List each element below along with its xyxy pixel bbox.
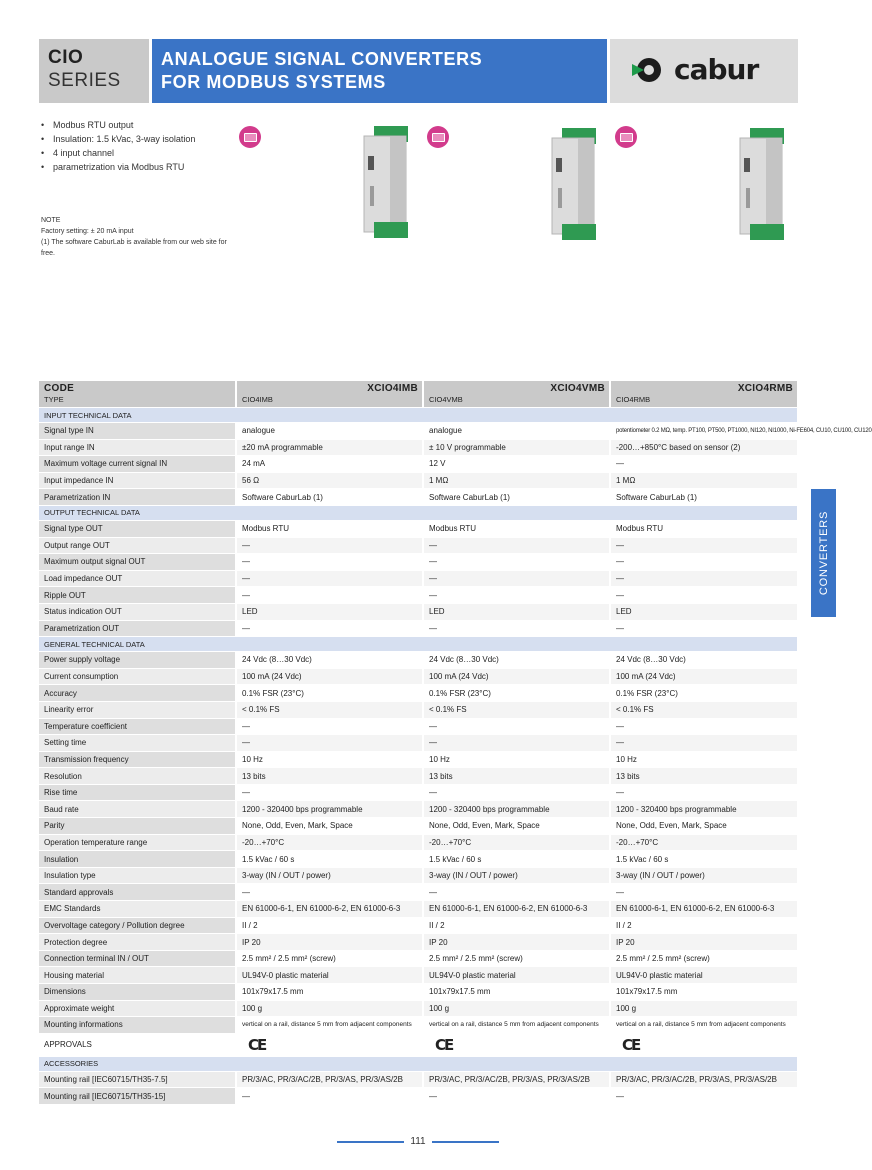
table-cell: PR/3/AC, PR/3/AC/2B, PR/3/AS, PR/3/AS/2B bbox=[423, 1071, 610, 1088]
row-label: Output range OUT bbox=[39, 537, 236, 554]
table-cell: 1 MΩ bbox=[423, 472, 610, 489]
table-cell: 100 mA (24 Vdc) bbox=[610, 668, 798, 685]
table-row bbox=[39, 472, 798, 489]
row-label: Maximum output signal OUT bbox=[39, 554, 236, 571]
table-row bbox=[39, 1088, 798, 1105]
table-cell: vertical on a rail, distance 5 mm from adjacent components bbox=[236, 1017, 423, 1034]
table-cell: vertical on a rail, distance 5 mm from adjacent components bbox=[610, 1017, 798, 1034]
row-label: APPROVALS bbox=[39, 1033, 236, 1056]
table-row bbox=[39, 884, 798, 901]
table-cell: < 0.1% FS bbox=[610, 701, 798, 718]
section-title: OUTPUT TECHNICAL DATA bbox=[39, 505, 798, 520]
table-row bbox=[39, 537, 798, 554]
table-cell: 100 g bbox=[423, 1000, 610, 1017]
table-cell: 10 Hz bbox=[236, 751, 423, 768]
section-title: GENERAL TECHNICAL DATA bbox=[39, 637, 798, 652]
table-cell: EN 61000-6-1, EN 61000-6-2, EN 61000-6-3 bbox=[236, 901, 423, 918]
table-cell: ± 10 V programmable bbox=[423, 439, 610, 456]
table-row bbox=[39, 718, 798, 735]
page-divider bbox=[337, 1141, 404, 1143]
section-row bbox=[39, 408, 798, 423]
code-label: CODE bbox=[44, 383, 75, 394]
product-type: CIO4RMB bbox=[616, 395, 651, 404]
header-cell bbox=[423, 381, 610, 408]
product-code: XCIO4IMB bbox=[367, 383, 418, 394]
product-image-cio4imb bbox=[360, 122, 420, 242]
ce-mark-icon: CE bbox=[622, 1035, 640, 1054]
table-row bbox=[39, 967, 798, 984]
table-cell: 2.5 mm² / 2.5 mm² (screw) bbox=[236, 950, 423, 967]
table-cell: Software CaburLab (1) bbox=[610, 489, 798, 506]
table-cell: Modbus RTU bbox=[423, 520, 610, 537]
row-label: Mounting rail [IEC60715/TH35-7.5] bbox=[39, 1071, 236, 1088]
approval-cell bbox=[610, 1033, 798, 1056]
table-row bbox=[39, 1000, 798, 1017]
product-badge-icon bbox=[615, 126, 637, 148]
feature-item: • Modbus RTU output bbox=[41, 118, 195, 132]
row-label: Input impedance IN bbox=[39, 472, 236, 489]
row-label: Resolution bbox=[39, 768, 236, 785]
table-cell: II / 2 bbox=[236, 917, 423, 934]
row-label: Standard approvals bbox=[39, 884, 236, 901]
row-label: Dimensions bbox=[39, 984, 236, 1001]
table-cell: 0.1% FSR (23°C) bbox=[423, 685, 610, 702]
table-cell: 3-way (IN / OUT / power) bbox=[236, 867, 423, 884]
title-box bbox=[152, 39, 607, 103]
table-cell: 100 mA (24 Vdc) bbox=[423, 668, 610, 685]
row-label: Power supply voltage bbox=[39, 652, 236, 669]
table-cell: None, Odd, Even, Mark, Space bbox=[610, 818, 798, 835]
section-side-tab[interactable] bbox=[811, 489, 836, 617]
header-cell bbox=[236, 381, 423, 408]
row-label: Baud rate bbox=[39, 801, 236, 818]
table-cell: None, Odd, Even, Mark, Space bbox=[236, 818, 423, 835]
row-label: Load impedance OUT bbox=[39, 570, 236, 587]
row-label: Setting time bbox=[39, 735, 236, 752]
table-cell: UL94V-0 plastic material bbox=[236, 967, 423, 984]
series-box bbox=[39, 39, 149, 103]
feature-item: • 4 input channel bbox=[41, 146, 195, 160]
table-cell: — bbox=[610, 735, 798, 752]
product-image-cio4vmb bbox=[548, 124, 608, 244]
page-title-line1: ANALOGUE SIGNAL CONVERTERS bbox=[161, 49, 483, 69]
table-cell: — bbox=[236, 620, 423, 637]
feature-item: • parametrization via Modbus RTU bbox=[41, 160, 195, 174]
table-cell: 13 bits bbox=[423, 768, 610, 785]
table-cell: 1.5 kVac / 60 s bbox=[423, 851, 610, 868]
table-cell: -20…+70°C bbox=[236, 834, 423, 851]
table-cell: 24 Vdc (8…30 Vdc) bbox=[236, 652, 423, 669]
row-label: Connection terminal IN / OUT bbox=[39, 950, 236, 967]
row-label: Mounting rail [IEC60715/TH35-15] bbox=[39, 1088, 236, 1105]
table-cell: — bbox=[423, 735, 610, 752]
table-cell: Software CaburLab (1) bbox=[236, 489, 423, 506]
table-cell: 24 Vdc (8…30 Vdc) bbox=[423, 652, 610, 669]
table-cell: IP 20 bbox=[423, 934, 610, 951]
table-cell: EN 61000-6-1, EN 61000-6-2, EN 61000-6-3 bbox=[423, 901, 610, 918]
table-cell: — bbox=[236, 884, 423, 901]
section-title: ACCESSORIES bbox=[39, 1056, 798, 1071]
table-row bbox=[39, 917, 798, 934]
table-cell: 1200 - 320400 bps programmable bbox=[610, 801, 798, 818]
table-cell: 100 g bbox=[236, 1000, 423, 1017]
table-row bbox=[39, 554, 798, 571]
note-line: (1) The software CaburLab is available from our web site for free. bbox=[41, 239, 227, 257]
product-badge-icon bbox=[427, 126, 449, 148]
table-header-row bbox=[39, 381, 798, 408]
table-row bbox=[39, 768, 798, 785]
table-cell: -20…+70°C bbox=[610, 834, 798, 851]
table-cell: 12 V bbox=[423, 456, 610, 473]
row-label: Protection degree bbox=[39, 934, 236, 951]
table-row bbox=[39, 520, 798, 537]
table-cell: — bbox=[236, 554, 423, 571]
table-cell: vertical on a rail, distance 5 mm from adjacent components bbox=[423, 1017, 610, 1034]
row-label: Accuracy bbox=[39, 685, 236, 702]
page-title-line2: FOR MODBUS SYSTEMS bbox=[161, 72, 386, 92]
table-cell: < 0.1% FS bbox=[236, 701, 423, 718]
table-row bbox=[39, 735, 798, 752]
table-row bbox=[39, 1017, 798, 1034]
ce-mark-icon: CE bbox=[435, 1035, 453, 1054]
table-cell: 100 mA (24 Vdc) bbox=[236, 668, 423, 685]
product-badge-icon bbox=[239, 126, 261, 148]
table-row bbox=[39, 570, 798, 587]
table-cell: 24 mA bbox=[236, 456, 423, 473]
page-number: 111 bbox=[410, 1136, 426, 1147]
table-cell: — bbox=[236, 570, 423, 587]
row-label: Input range IN bbox=[39, 439, 236, 456]
table-cell: IP 20 bbox=[236, 934, 423, 951]
table-cell: -20…+70°C bbox=[423, 834, 610, 851]
row-label: Ripple OUT bbox=[39, 587, 236, 604]
feature-item: • Insulation: 1.5 kVac, 3-way isolation bbox=[41, 132, 195, 146]
row-label: Rise time bbox=[39, 784, 236, 801]
row-label: Transmission frequency bbox=[39, 751, 236, 768]
table-cell: — bbox=[423, 554, 610, 571]
table-row bbox=[39, 801, 798, 818]
note-heading: NOTE bbox=[41, 217, 61, 224]
row-label: Insulation bbox=[39, 851, 236, 868]
table-row bbox=[39, 834, 798, 851]
table-cell: 10 Hz bbox=[423, 751, 610, 768]
table-cell: Modbus RTU bbox=[610, 520, 798, 537]
table-cell: — bbox=[423, 537, 610, 554]
product-type: CIO4IMB bbox=[242, 395, 273, 404]
table-cell: — bbox=[236, 1088, 423, 1105]
table-cell: — bbox=[610, 620, 798, 637]
table-cell: — bbox=[610, 554, 798, 571]
table-cell: LED bbox=[236, 603, 423, 620]
note-block bbox=[41, 215, 231, 259]
section-row bbox=[39, 1056, 798, 1071]
table-cell: 3-way (IN / OUT / power) bbox=[610, 867, 798, 884]
table-cell: — bbox=[610, 784, 798, 801]
table-row bbox=[39, 652, 798, 669]
table-cell: — bbox=[423, 884, 610, 901]
table-cell: — bbox=[610, 587, 798, 604]
header-cell bbox=[610, 381, 798, 408]
table-cell: IP 20 bbox=[610, 934, 798, 951]
table-cell: — bbox=[423, 570, 610, 587]
table-cell: 101x79x17.5 mm bbox=[236, 984, 423, 1001]
table-cell: UL94V-0 plastic material bbox=[423, 967, 610, 984]
table-cell: 101x79x17.5 mm bbox=[610, 984, 798, 1001]
table-row bbox=[39, 489, 798, 506]
product-code: XCIO4VMB bbox=[550, 383, 605, 394]
table-row bbox=[39, 867, 798, 884]
table-cell: PR/3/AC, PR/3/AC/2B, PR/3/AS, PR/3/AS/2B bbox=[610, 1071, 798, 1088]
table-cell: — bbox=[236, 784, 423, 801]
table-cell: ±20 mA programmable bbox=[236, 439, 423, 456]
row-label: Approximate weight bbox=[39, 1000, 236, 1017]
table-cell: EN 61000-6-1, EN 61000-6-2, EN 61000-6-3 bbox=[610, 901, 798, 918]
brand-logo bbox=[610, 39, 798, 103]
approvals-row bbox=[39, 1033, 798, 1056]
table-cell: — bbox=[423, 1088, 610, 1105]
table-cell: 1200 - 320400 bps programmable bbox=[236, 801, 423, 818]
table-cell: 101x79x17.5 mm bbox=[423, 984, 610, 1001]
table-cell: 2.5 mm² / 2.5 mm² (screw) bbox=[423, 950, 610, 967]
table-row bbox=[39, 984, 798, 1001]
table-cell: 0.1% FSR (23°C) bbox=[236, 685, 423, 702]
table-cell: 56 Ω bbox=[236, 472, 423, 489]
feature-list bbox=[41, 118, 195, 174]
section-title: INPUT TECHNICAL DATA bbox=[39, 408, 798, 423]
series-word: SERIES bbox=[48, 70, 121, 91]
row-label: EMC Standards bbox=[39, 901, 236, 918]
side-tab-label: CONVERTERS bbox=[817, 510, 830, 596]
row-label: Signal type IN bbox=[39, 423, 236, 440]
table-row bbox=[39, 685, 798, 702]
row-label: Status indication OUT bbox=[39, 603, 236, 620]
table-cell: II / 2 bbox=[423, 917, 610, 934]
product-code: XCIO4RMB bbox=[737, 383, 793, 394]
table-row bbox=[39, 901, 798, 918]
row-label: Overvoltage category / Pollution degree bbox=[39, 917, 236, 934]
table-cell: — bbox=[236, 587, 423, 604]
table-cell: II / 2 bbox=[610, 917, 798, 934]
table-row bbox=[39, 1071, 798, 1088]
table-cell: — bbox=[610, 456, 798, 473]
table-cell: 24 Vdc (8…30 Vdc) bbox=[610, 652, 798, 669]
header-cell bbox=[39, 381, 236, 408]
table-row bbox=[39, 587, 798, 604]
table-row bbox=[39, 950, 798, 967]
table-row bbox=[39, 851, 798, 868]
table-row bbox=[39, 701, 798, 718]
table-cell: — bbox=[610, 884, 798, 901]
table-cell: 10 Hz bbox=[610, 751, 798, 768]
table-cell: analogue bbox=[236, 423, 423, 440]
table-cell: -200…+850°C based on sensor (2) bbox=[610, 439, 798, 456]
table-cell: LED bbox=[423, 603, 610, 620]
page-divider bbox=[432, 1141, 499, 1143]
row-label: Housing material bbox=[39, 967, 236, 984]
approval-cell bbox=[423, 1033, 610, 1056]
row-label: Operation temperature range bbox=[39, 834, 236, 851]
row-label: Signal type OUT bbox=[39, 520, 236, 537]
table-cell: — bbox=[236, 718, 423, 735]
table-cell: 2.5 mm² / 2.5 mm² (screw) bbox=[610, 950, 798, 967]
table-cell: — bbox=[236, 735, 423, 752]
product-type: CIO4VMB bbox=[429, 395, 463, 404]
table-row bbox=[39, 620, 798, 637]
table-cell: Software CaburLab (1) bbox=[423, 489, 610, 506]
table-row bbox=[39, 603, 798, 620]
row-label: Current consumption bbox=[39, 668, 236, 685]
row-label: Parametrization IN bbox=[39, 489, 236, 506]
series-code: CIO bbox=[48, 47, 84, 68]
table-cell: 1200 - 320400 bps programmable bbox=[423, 801, 610, 818]
section-row bbox=[39, 505, 798, 520]
table-cell: — bbox=[423, 620, 610, 637]
row-label: Parity bbox=[39, 818, 236, 835]
table-cell: — bbox=[610, 1088, 798, 1105]
table-cell: — bbox=[423, 587, 610, 604]
table-row bbox=[39, 456, 798, 473]
table-cell: PR/3/AC, PR/3/AC/2B, PR/3/AS, PR/3/AS/2B bbox=[236, 1071, 423, 1088]
table-cell: — bbox=[610, 537, 798, 554]
table-row bbox=[39, 439, 798, 456]
row-label: Parametrization OUT bbox=[39, 620, 236, 637]
table-cell: 13 bits bbox=[236, 768, 423, 785]
table-cell: UL94V-0 plastic material bbox=[610, 967, 798, 984]
table-cell: 1 MΩ bbox=[610, 472, 798, 489]
table-cell: — bbox=[610, 718, 798, 735]
brand-name: cabur bbox=[674, 53, 759, 86]
note-line: Factory setting: ± 20 mA input bbox=[41, 228, 134, 235]
row-label: Maximum voltage current signal IN bbox=[39, 456, 236, 473]
table-cell: analogue bbox=[423, 423, 610, 440]
table-cell: LED bbox=[610, 603, 798, 620]
table-row bbox=[39, 668, 798, 685]
table-cell: None, Odd, Even, Mark, Space bbox=[423, 818, 610, 835]
ce-mark-icon: CE bbox=[248, 1035, 266, 1054]
table-cell: 0.1% FSR (23°C) bbox=[610, 685, 798, 702]
row-label: Temperature coefficient bbox=[39, 718, 236, 735]
table-cell: < 0.1% FS bbox=[423, 701, 610, 718]
table-cell: 3-way (IN / OUT / power) bbox=[423, 867, 610, 884]
row-label: Insulation type bbox=[39, 867, 236, 884]
table-cell: 100 g bbox=[610, 1000, 798, 1017]
logo-mark-icon bbox=[632, 55, 666, 85]
table-cell: — bbox=[236, 537, 423, 554]
table-row bbox=[39, 818, 798, 835]
table-cell: 13 bits bbox=[610, 768, 798, 785]
table-cell: Modbus RTU bbox=[236, 520, 423, 537]
row-label: Mounting informations bbox=[39, 1017, 236, 1034]
table-cell: — bbox=[610, 570, 798, 587]
table-row bbox=[39, 751, 798, 768]
table-cell: 1.5 kVac / 60 s bbox=[610, 851, 798, 868]
table-cell: potentiometer 0.2 MΩ, temp. PT100, PT500, PT1000, NI120, NI1000, Ni-FE604, CU10, CU100, CU120 bbox=[610, 423, 798, 440]
approval-cell bbox=[236, 1033, 423, 1056]
table-cell: 1.5 kVac / 60 s bbox=[236, 851, 423, 868]
row-label: Linearity error bbox=[39, 701, 236, 718]
table-row bbox=[39, 784, 798, 801]
table-cell: — bbox=[423, 784, 610, 801]
product-image-cio4rmb bbox=[736, 124, 796, 244]
type-label: TYPE bbox=[44, 395, 64, 404]
table-cell: — bbox=[423, 718, 610, 735]
table-row bbox=[39, 934, 798, 951]
table-row bbox=[39, 423, 798, 440]
section-row bbox=[39, 637, 798, 652]
